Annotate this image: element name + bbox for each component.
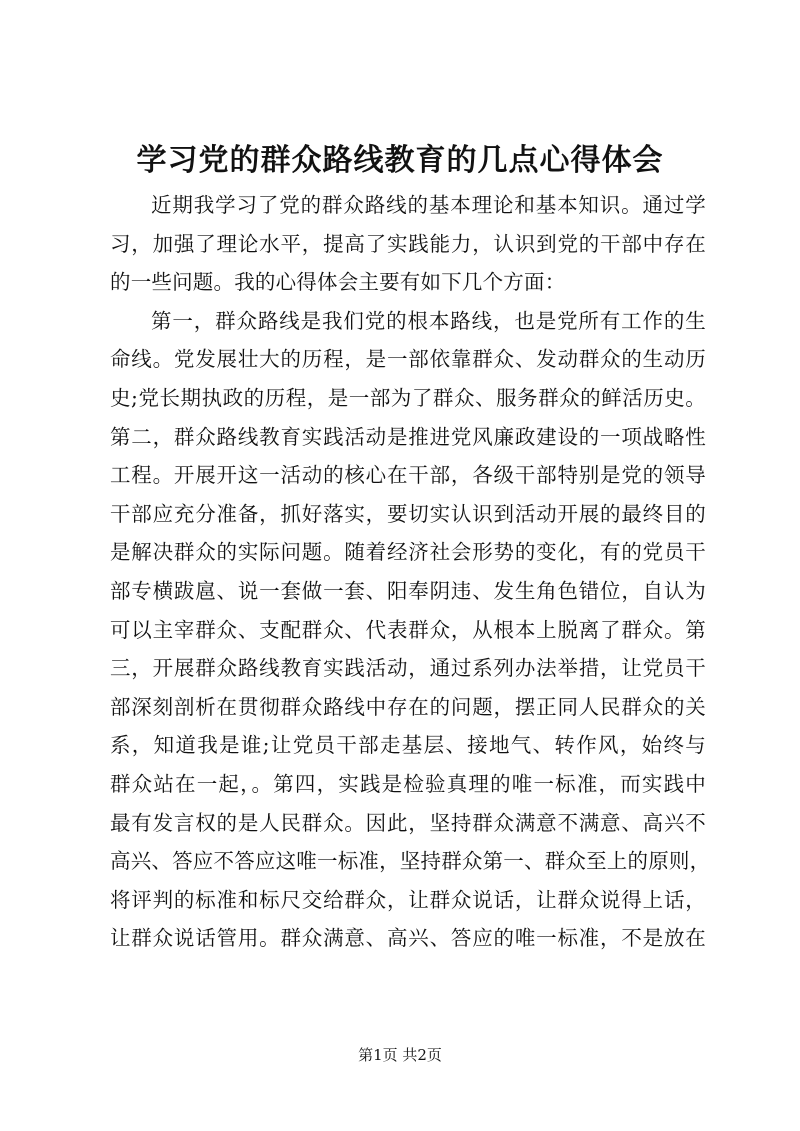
body-line: 第一，群众路线是我们党的根本路线，也是党所有工作的生 [151,308,706,333]
body-line: 的一些问题。我的心得体会主要有如下几个方面： [110,270,566,295]
body-line: 近期我学习了党的群众路线的基本理论和基本知识。通过学 [151,193,706,217]
body-line: 第二，群众路线教育实践活动是推进党风廉政建设的一项战略性 [110,424,706,449]
body-line: 将评判的标准和标尺交给群众，让群众说话，让群众说得上话， [110,887,706,912]
body-line: 命线。党发展壮大的历程，是一部依靠群众、发动群众的生动历 [110,347,706,372]
body-line: 工程。开展开这一活动的核心在干部，各级干部特别是党的领导 [110,463,706,488]
body-line: 群众站在一起，。第四，实践是检验真理的唯一标准，而实践中 [110,771,706,796]
body-line: 系，知道我是谁;让党员干部走基层、接地气、转作风，始终与 [110,733,706,758]
page-number-footer: 第1页 共2页 [358,1046,442,1064]
document-body [110,186,711,958]
body-line: 部深刻剖析在贯彻群众路线中存在的问题，摆正同人民群众的关 [110,694,706,719]
document-title: 学习党的群众路线教育的几点心得体会 [136,143,664,178]
body-line: 三，开展群众路线教育实践活动，通过系列办法举措，让党员干 [110,656,706,681]
body-line: 是解决群众的实际问题。随着经济社会形势的变化，有的党员干 [110,540,706,565]
body-line: 让群众说话管用。群众满意、高兴、答应的唯一标准，不是放在 [110,926,706,951]
body-line: 可以主宰群众、支配群众、代表群众，从根本上脱离了群众。第 [110,617,706,642]
body-line: 史;党长期执政的历程，是一部为了群众、服务群众的鲜活历史。 [110,385,706,410]
body-line: 习，加强了理论水平，提高了实践能力，认识到党的干部中存在 [110,231,706,256]
body-line: 高兴、答应不答应这唯一标准，坚持群众第一、群众至上的原则， [110,849,711,874]
body-line: 最有发言权的是人民群众。因此，坚持群众满意不满意、高兴不 [110,810,706,835]
body-line: 部专横跋扈、说一套做一套、阳奉阴违、发生角色错位，自认为 [110,578,706,603]
body-line: 干部应充分准备，抓好落实，要切实认识到活动开展的最终目的 [110,501,706,526]
